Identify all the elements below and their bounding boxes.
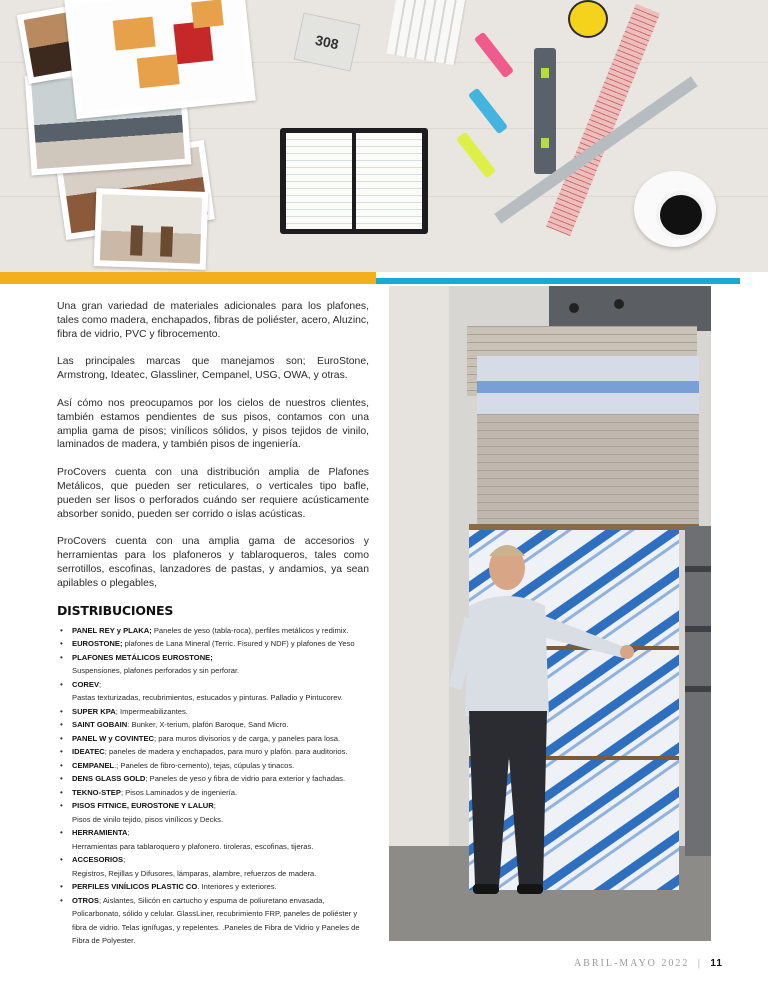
floor-plan-sheet: [64, 0, 256, 119]
tape-measure: [568, 0, 608, 38]
footer-separator: |: [697, 958, 702, 969]
distribution-item: [57, 651, 369, 678]
brand-name: IDEATEC: [72, 747, 105, 757]
distribution-item: [57, 718, 369, 732]
distribution-list: [57, 624, 369, 948]
page-footer: [574, 958, 723, 969]
brand-name: PANEL W y COVINTEC: [72, 733, 154, 743]
brand-description: plafones de Lana Mineral (Terric. Fisured y NDF) y plafones de Yeso: [122, 639, 355, 649]
distribution-item: [57, 705, 369, 719]
brand-name: PLAFONES METÁLICOS EUROSTONE;: [72, 652, 213, 662]
brand-name: PANEL REY y PLAKA;: [72, 625, 152, 635]
brand-description: ;: [99, 679, 102, 689]
brand-description: ;: [213, 801, 216, 811]
brand-description: . Interiores y exteriores.: [197, 882, 277, 892]
distribution-item: [57, 637, 369, 651]
distribution-item: [57, 745, 369, 759]
brand-description: ; Pisos Laminados y de ingeniería.: [120, 787, 238, 797]
ruler-tag: 308: [294, 12, 361, 71]
intro-paragraph: Una gran variedad de materiales adicionales para los plafones, tales como madera, enchapados, fibras de poliéster, acero, Aluzinc, fibra de vidrio, PVC y fibrocemento.: [57, 301, 369, 340]
distribution-item: [57, 759, 369, 773]
coffee-cup: [634, 171, 716, 247]
brand-description-continued: Pastas texturizadas, recubrimientos, estucados y pinturas. Palladio y Pintucorev.: [72, 693, 343, 703]
brand-description: .; Paneles de fibro-cemento), tejas, cúpulas y tinacos.: [114, 760, 295, 770]
brand-description: Paneles de yeso (tabla-roca), perfiles metálicos y redimix.: [151, 625, 349, 635]
text-column: [57, 300, 369, 948]
intro-paragraph: Así cómo nos preocupamos por los cielos de nuestros clientes, también estamos pendientes de sus pisos, contamos con una amplia gama de pisos; vinílicos sólidos, y pisos tejidos de vinilo, laminados de madera, y también pisos de ingeniería.: [57, 397, 369, 451]
yellow-highlighter: [456, 132, 496, 179]
brand-description-continued: Herramientas para tablaroquero y plafonero. tiroleras, escofinas, tijeras.: [72, 841, 314, 851]
brand-name: TEKNO-STEP: [72, 787, 121, 797]
accent-bar-yellow: [0, 272, 376, 284]
page-number: 11: [710, 958, 723, 969]
brand-name: PERFILES VINÍLICOS PLASTIC CO: [72, 882, 198, 892]
brand-description: ; para muros divisorios y de carga, y paneles para losa.: [154, 733, 341, 743]
spirit-level: [534, 48, 556, 174]
brand-description-continued: Suspensiones, plafones perforados y sin perforar.: [72, 666, 240, 676]
warehouse-photo: [389, 286, 711, 941]
clear-ruler: [386, 0, 467, 66]
brand-name: OTROS: [72, 895, 100, 905]
intro-paragraph: ProCovers cuenta con una distribución amplia de Plafones Metálicos, que pueden ser reticulares, o verticales tipo bafle, pueden ser lisos o perforados cuándo ser requiere acústicamente absorber sonido, pueden ser corrido o islas acústicas.: [57, 467, 369, 520]
brand-name: ACCESORIOS: [72, 855, 124, 865]
brand-description: ; Paneles de yeso y fibra de vidrio para exterior y fachadas.: [145, 774, 346, 784]
pink-highlighter: [474, 32, 514, 79]
brand-name: EUROSTONE;: [72, 639, 123, 649]
brand-name: PISOS FITNICE, EUROSTONE Y LALUR: [72, 801, 214, 811]
distribution-item: [57, 678, 369, 705]
brand-name: SUPER KPA: [72, 706, 116, 716]
brand-description: ;: [127, 828, 130, 838]
distribution-item: [57, 894, 369, 948]
distribution-item: [57, 786, 369, 800]
intro-paragraph: Las principales marcas que manejamos son; EuroStone, Armstrong, Ideatec, Glassliner, Cempanel, USG, OWA, y otras.: [57, 356, 369, 382]
brand-name: DENS GLASS GOLD: [72, 774, 146, 784]
brand-description: ;: [123, 855, 126, 865]
section-heading: DISTRIBUCIONES: [57, 602, 174, 618]
issue-label: ABRIL-MAYO 2022: [573, 958, 690, 969]
interior-photo: [94, 188, 209, 270]
distribution-item: [57, 853, 369, 880]
notebook: [280, 128, 428, 234]
distribution-item: [57, 772, 369, 786]
brand-name: HERRAMIENTA: [72, 828, 128, 838]
brand-name: SAINT GOBAIN: [72, 720, 128, 730]
distribution-item: [57, 799, 369, 826]
hero-desk-photo: [0, 0, 768, 272]
distribution-item: [57, 880, 369, 894]
brand-description: ; Impermeabilizantes.: [115, 706, 188, 716]
brand-name: COREV: [72, 679, 100, 689]
brand-description: ; paneles de madera y enchapados, para muro y plafón. para auditorios.: [104, 747, 348, 757]
distribution-item: [57, 826, 369, 853]
brand-description: ; Aislantes, Silicón en cartucho y espuma de poliuretano envasada, Policarbonato, sólido y celular. GlassLiner, recubrimiento FRP, paneles de poliéster y fibra de vidrio. Telas ignífugas, y repelentes. .Paneles de Fibra de Vidrio y Paneles de Fibra de Polyester.: [72, 895, 360, 946]
intro-paragraph: ProCovers cuenta con una amplia gama de accesorios y herramientas para los plafoneros y tablaroqueros, tales como serrotillos, escofinas, lanzadores de pastas, y andamios, ya sean apilables o plegables,: [57, 536, 369, 589]
brand-name: CEMPANEL: [72, 760, 115, 770]
brand-description-continued: Registros, Rejillas y Difusores, lámparas, alambre, refuerzos de madera.: [72, 868, 317, 878]
brand-description: : Bunker, X-terium, plafón Baroque, Sand Micro.: [127, 720, 289, 730]
brand-description-continued: Pisos de vinilo tejido, pisos vinílicos y Decks.: [72, 814, 224, 824]
distribution-item: [57, 624, 369, 638]
distribution-item: [57, 732, 369, 746]
accent-bar-blue: [376, 278, 740, 284]
